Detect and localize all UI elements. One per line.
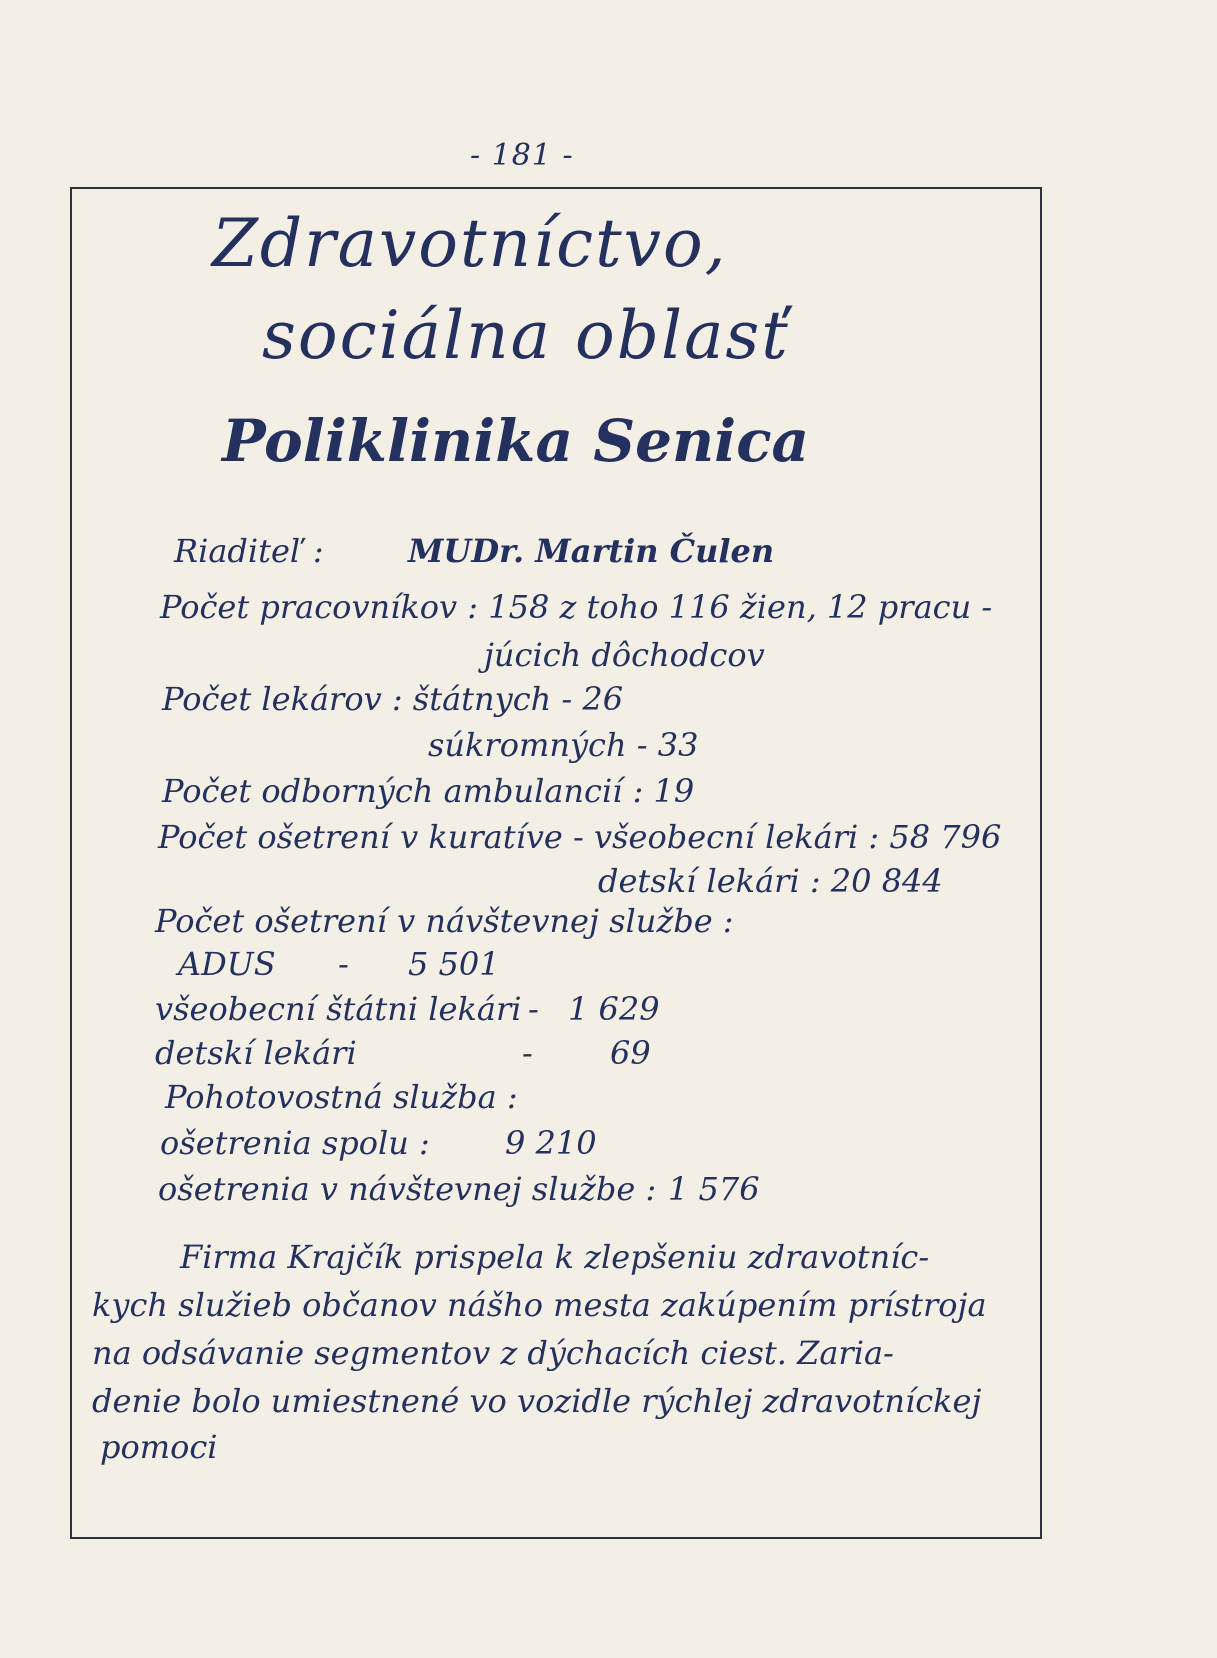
staff-line-2: júcich dôchodcov (484, 636, 765, 674)
paragraph-line-3: na odsávanie segmentov z dýchacích ciest. Zaria- (92, 1334, 894, 1372)
general-doctors-dash: - (528, 990, 539, 1028)
general-doctors-label: všeobecní štátni lekári (155, 990, 522, 1028)
paragraph-line-2: kych služieb občanov nášho mesta zakúpením prístroja (92, 1286, 987, 1324)
doctors-line-1: Počet lekárov : štátnych - 26 (162, 680, 624, 718)
page-title-line-1: Zdravotníctvo, (212, 205, 728, 282)
pediatric-doctors-label: detskí lekári (155, 1034, 357, 1072)
treated-total-label: ošetrenia spolu : (160, 1124, 430, 1162)
firstaid-heading: Pohotovostná služba : (165, 1078, 518, 1116)
treated-total-value: 9 210 (505, 1124, 597, 1162)
section-subtitle: Poliklinika Senica (222, 407, 810, 475)
treated-visit-value: 1 576 (668, 1170, 760, 1208)
emergency-heading: Počet ošetrení v návštevnej službe : (155, 902, 734, 940)
paragraph-line-4: denie bolo umiestnené vo vozidle rýchlej zdravotníckej (92, 1382, 982, 1420)
general-doctors-value: 1 629 (568, 990, 660, 1028)
paragraph-line-1: Firma Krajčík prispela k zlepšeniu zdravotníc- (180, 1238, 930, 1276)
curative-line-2: detskí lekári : 20 844 (598, 862, 943, 900)
doctors-line-2: súkromných - 33 (428, 726, 699, 764)
page-number: - 181 - (470, 138, 574, 173)
treated-visit-label: ošetrenia v návštevnej službe : (158, 1170, 657, 1208)
staff-line-1: Počet pracovníkov : 158 z toho 116 žien, 12 pracu - (160, 588, 993, 626)
director-label: Riaditeľ : (174, 532, 324, 570)
adus-dash: - (338, 945, 349, 983)
curative-line-1: Počet ošetrení v kuratíve - všeobecní lekári : 58 796 (158, 818, 1002, 856)
clinics-line: Počet odborných ambulancií : 19 (162, 772, 695, 810)
pediatric-doctors-dash: - (522, 1034, 533, 1072)
adus-label: ADUS (178, 945, 276, 983)
pediatric-doctors-value: 69 (610, 1034, 651, 1072)
adus-value: 5 501 (408, 945, 500, 983)
page-title-line-2: sociálna oblasť (262, 297, 790, 374)
director-name: MUDr. Martin Čulen (408, 532, 775, 570)
paragraph-line-5: pomoci (100, 1428, 218, 1466)
